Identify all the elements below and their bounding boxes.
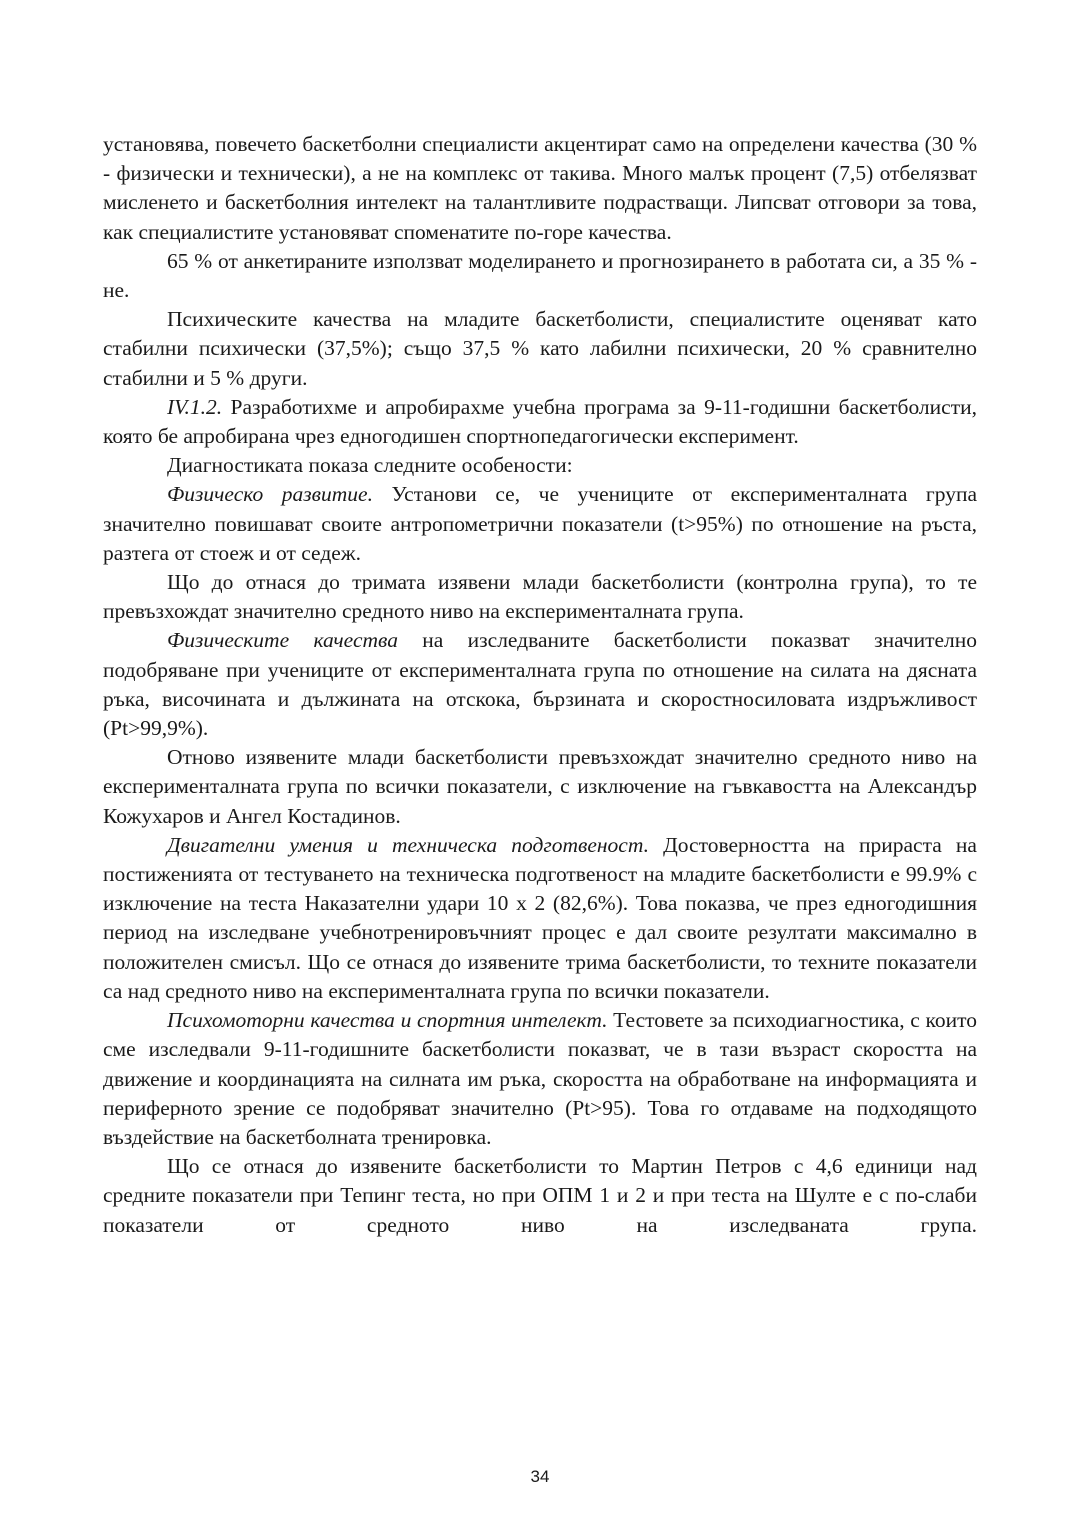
page-number: 34 xyxy=(530,1467,550,1486)
paragraph-3 xyxy=(103,305,977,393)
paragraph-7-text: Що до отнася до тримата изявени млади баскетболисти (контролна група), то те превъзхождат значително средното ниво на експерименталната група. xyxy=(103,570,977,624)
paragraph-6-lead: Физическо развитие. xyxy=(167,482,373,507)
paragraph-9-text: Отново изявените млади баскетболисти превъзхождат значително средното ниво на експерименталната група по всички показатели, с изключение на гъвкавостта на Александър Кожухаров и Ангел Костадинов. xyxy=(103,745,977,828)
paragraph-8 xyxy=(103,626,977,743)
paragraph-3-text: Психическите качества на младите баскетболисти, специалистите оценяват като стабилни психически (37,5%); също 37,5 % като лабилни психически, 20 % сравнително стабилни и 5 % други. xyxy=(103,307,977,390)
paragraph-11 xyxy=(103,1006,977,1152)
paragraph-1-text: установява, повечето баскетболни специалисти акцентират само на определени качества (30 % - физически и технически), а не на комплекс от такива. Много малък процент (7,5) отбелязват мисленето и баскетболния интелект на талантливите подрастващи. Липсват отговори за това, как специалистите установяват споменатите по-горе качества. xyxy=(103,132,977,244)
paragraph-10-text: Достоверността на прираста на постиженията от тестуването на техническа подготвеност на младите баскетболисти е 99.9% с изключение на теста Наказателни удари 10 х 2 (82,6%). Това показва, че през едногодишния период на изследване учебнотренировъчният процес е дал своите резултати максимално в положителен смисъл. Що се отнася до изявените трима баскетболисти, то техните показатели са над средното ниво на експерименталната група по всички показатели. xyxy=(103,832,977,1003)
paragraph-11-lead: Психомоторни качества и спортния интелект. xyxy=(167,1008,608,1033)
body-text xyxy=(103,130,977,1240)
paragraph-10-lead: Двигателни умения и техническа подготвеност. xyxy=(167,832,649,857)
paragraph-7 xyxy=(103,568,977,626)
paragraph-11-text: Тестовете за психодиагностика, с които сме изследвали 9-11-годишните баскетболисти показват, че в тази възраст скоростта на движение и координацията на силната им ръка, скоростта на обработване на информацията и периферното зрение се подобряват значително (Pt>95). Това го отдаваме на подходящото въздействие на баскетболната тренировка. xyxy=(103,1008,977,1149)
paragraph-4-lead: IV.1.2. xyxy=(167,394,223,419)
paragraph-4 xyxy=(103,393,977,451)
paragraph-12 xyxy=(103,1152,977,1240)
paragraph-2-text: 65 % от анкетираните използват моделирането и прогнозирането в работата си, а 35 % - не. xyxy=(103,248,977,303)
paragraph-8-lead: Физическите качества xyxy=(167,628,398,653)
paragraph-9 xyxy=(103,743,977,831)
paragraph-10 xyxy=(103,831,977,1006)
paragraph-5 xyxy=(103,451,977,480)
paragraph-8-text: на изследваните баскетболисти показват значително подобряване при учениците от експерименталната група по отношение на силата на дясната ръка, височината и дължината на отскока, бързината и скоростносиловата издръжливост (Pt>99,9%). xyxy=(103,628,978,741)
paragraph-12-text: Що се отнася до изявените баскетболисти то Мартин Петров с 4,6 единици над средните показатели при Тепинг теста, но при ОПМ 1 и 2 и при теста на Шулте е с по-слаби показатели от средното ниво на изследваната група. xyxy=(103,1154,977,1237)
paragraph-5-text: Диагностиката показа следните особености: xyxy=(167,453,573,478)
paragraph-1 xyxy=(103,130,977,247)
paragraph-4-text: Разработихме и апробирахме учебна програма за 9-11-годишни баскетболисти, която бе апробирана чрез едногодишен спортнопедагогически експеримент. xyxy=(103,394,977,449)
paragraph-6-text: Установи се, че учениците от експерименталната група значително повишават своите антропометрични показатели (t>95%) по отношение на ръста, разтега от стоеж и от седеж. xyxy=(103,482,978,565)
paragraph-2 xyxy=(103,247,977,305)
paragraph-6 xyxy=(103,480,977,568)
